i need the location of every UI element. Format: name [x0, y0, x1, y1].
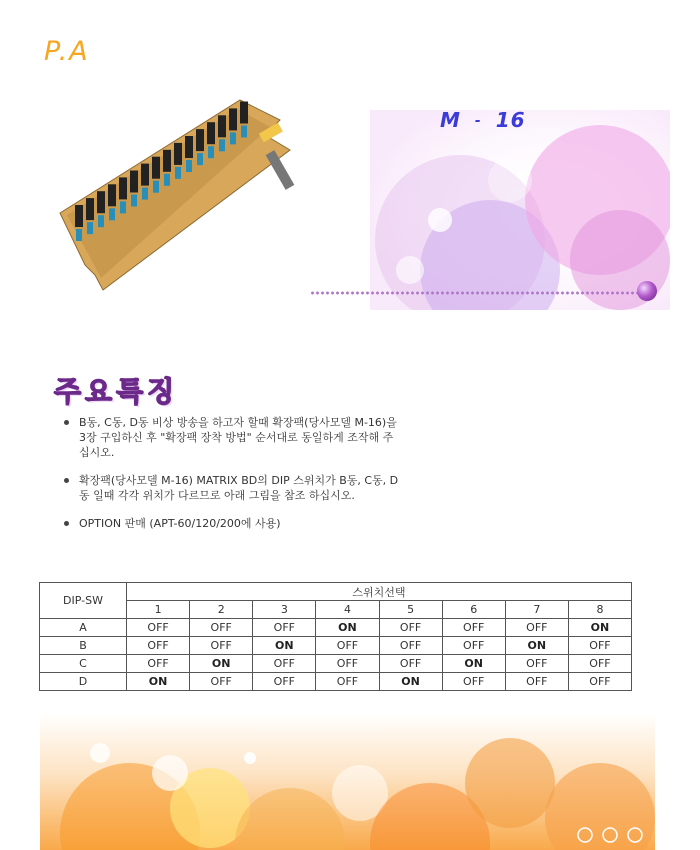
- switch-cell: ON: [316, 619, 379, 637]
- features-heading: 주요특징: [54, 375, 179, 408]
- switch-cell: OFF: [568, 655, 631, 673]
- switch-cell: ON: [442, 655, 505, 673]
- table-row: [40, 655, 632, 673]
- switch-cell: OFF: [379, 655, 442, 673]
- relay-module: [219, 139, 225, 151]
- switch-cell: ON: [505, 637, 568, 655]
- switch-cell: ON: [568, 619, 631, 637]
- brand-logo-text: P.A: [44, 36, 90, 67]
- table-row: [40, 637, 632, 655]
- relay-block: [196, 129, 204, 151]
- switch-cell: ON: [379, 673, 442, 691]
- purple-ball-icon: [637, 281, 657, 301]
- relay-block: [152, 157, 160, 179]
- relay-module: [142, 188, 148, 200]
- feature-item: 확장팩(당사모델 M-16) MATRIX BD의 DIP 스위치가 B동, C동, D동 일때 각각 위치가 다르므로 아래 그림을 참조 하십시오.: [62, 473, 402, 503]
- switch-column-header: 7: [505, 601, 568, 619]
- switch-cell: OFF: [568, 673, 631, 691]
- switch-cell: OFF: [442, 673, 505, 691]
- relay-module: [98, 215, 104, 227]
- model-dash: -: [474, 113, 482, 129]
- switch-column-header: 6: [442, 601, 505, 619]
- relay-block: [229, 108, 237, 130]
- relay-module: [109, 208, 115, 220]
- relay-module: [153, 181, 159, 193]
- relay-block: [108, 184, 116, 206]
- relay-module: [208, 146, 214, 158]
- decorative-footer-bubbles: [40, 713, 655, 850]
- relay-block: [174, 143, 182, 165]
- switch-column-header: 5: [379, 601, 442, 619]
- switch-cell: OFF: [379, 637, 442, 655]
- switch-cell: OFF: [505, 655, 568, 673]
- relay-module: [197, 153, 203, 165]
- feature-item: OPTION 판매 (APT-60/120/200에 사용): [62, 516, 402, 531]
- relay-module: [131, 195, 137, 207]
- row-label: C: [40, 655, 127, 673]
- switch-cell: OFF: [568, 637, 631, 655]
- relay-block: [218, 115, 226, 137]
- feature-item: B동, C동, D동 비상 방송을 하고자 할때 확장팩(당사모델 M-16)을 3장 구입하신 후 "확장팩 장착 방법" 순서대로 동일하게 조작해 주십시오.: [62, 415, 402, 460]
- switch-cell: OFF: [253, 673, 316, 691]
- switch-cell: OFF: [505, 619, 568, 637]
- features-list: [62, 415, 402, 544]
- switch-cell: OFF: [316, 673, 379, 691]
- relay-block: [97, 191, 105, 213]
- switch-cell: OFF: [190, 637, 253, 655]
- switch-cell: OFF: [442, 619, 505, 637]
- switch-cell: OFF: [190, 619, 253, 637]
- relay-block: [141, 164, 149, 186]
- relay-module: [87, 222, 93, 234]
- switch-cell: OFF: [253, 619, 316, 637]
- decorative-bubbles: [370, 110, 670, 310]
- relay-block: [207, 122, 215, 144]
- dip-sw-header: DIP-SW: [40, 583, 127, 619]
- switch-cell: OFF: [127, 619, 190, 637]
- table-row: [40, 619, 632, 637]
- model-prefix: M: [440, 108, 461, 132]
- row-label: A: [40, 619, 127, 637]
- relay-module: [230, 132, 236, 144]
- table-row: [40, 673, 632, 691]
- relay-block: [163, 150, 171, 172]
- relay-block: [130, 171, 138, 193]
- dip-switch-table: [39, 582, 632, 691]
- switch-cell: OFF: [127, 655, 190, 673]
- model-number: 16: [495, 108, 526, 132]
- model-title: [440, 108, 526, 132]
- relay-block: [240, 102, 248, 124]
- row-label: D: [40, 673, 127, 691]
- switch-cell: ON: [253, 637, 316, 655]
- circuit-board-image: [55, 95, 315, 295]
- relay-module: [120, 201, 126, 213]
- switch-cell: ON: [190, 655, 253, 673]
- relay-block: [86, 198, 94, 220]
- switch-cell: OFF: [505, 673, 568, 691]
- switch-cell: OFF: [316, 637, 379, 655]
- switch-cell: OFF: [127, 637, 190, 655]
- relay-block: [185, 136, 193, 158]
- relay-module: [186, 160, 192, 172]
- switch-cell: OFF: [316, 655, 379, 673]
- relay-block: [119, 177, 127, 199]
- dotted-divider: [310, 291, 642, 295]
- switch-column-header: 4: [316, 601, 379, 619]
- relay-block: [75, 205, 83, 227]
- switch-cell: OFF: [190, 673, 253, 691]
- switch-cell: ON: [127, 673, 190, 691]
- switch-select-header: 스위치선택: [127, 583, 632, 601]
- switch-cell: OFF: [379, 619, 442, 637]
- row-label: B: [40, 637, 127, 655]
- switch-cell: OFF: [442, 637, 505, 655]
- relay-module: [175, 167, 181, 179]
- switch-column-header: 2: [190, 601, 253, 619]
- relay-module: [164, 174, 170, 186]
- switch-column-header: 8: [568, 601, 631, 619]
- relay-module: [241, 126, 247, 138]
- switch-cell: OFF: [253, 655, 316, 673]
- relay-module: [76, 229, 82, 241]
- switch-column-header: 3: [253, 601, 316, 619]
- switch-column-header: 1: [127, 601, 190, 619]
